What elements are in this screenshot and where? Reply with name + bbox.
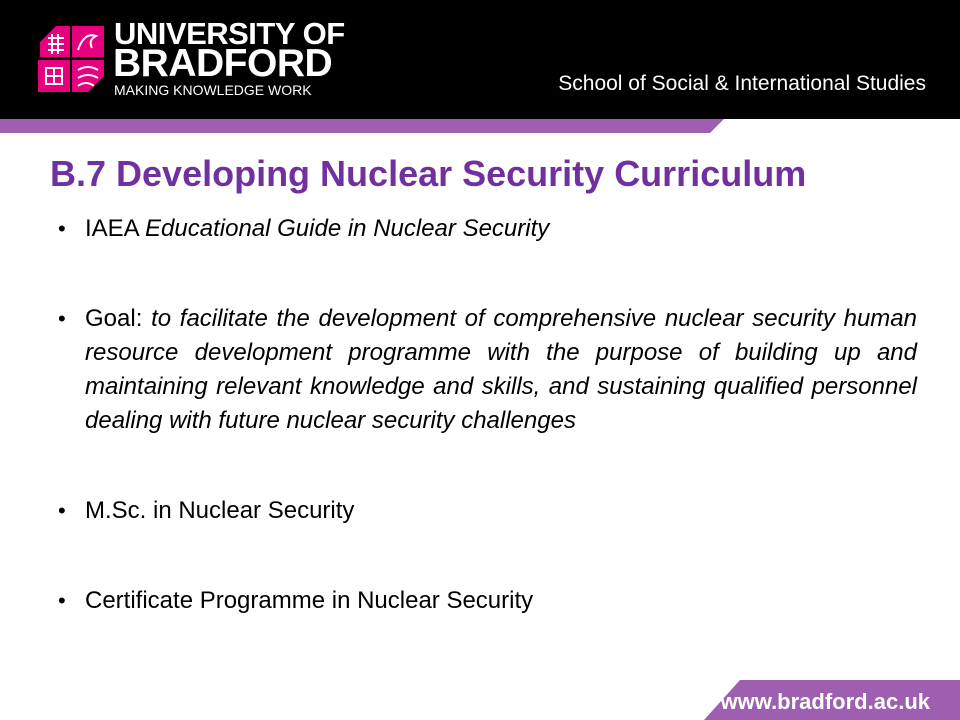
- bullet-item-iaea-guide: [57, 212, 917, 246]
- header-bar: [0, 0, 960, 119]
- bullet-item-goal: [57, 302, 917, 438]
- slide-title: B.7 Developing Nuclear Security Curriculum: [50, 153, 807, 194]
- bullet-text: M.Sc. in Nuclear Security: [85, 497, 355, 524]
- bullet-prefix: Goal:: [85, 305, 152, 332]
- university-crest-icon: [36, 24, 106, 94]
- university-tagline: MAKING KNOWLEDGE WORK: [114, 82, 312, 98]
- university-name-line2: BRADFORD: [113, 42, 333, 85]
- bullet-text: Certificate Programme in Nuclear Security: [85, 587, 534, 614]
- bullet-italic-text: to facilitate the development of comprehensive nuclear security human resource development programme with the purpose of building up and maintaining relevant knowledge and skills, and sustaining qualified personnel dealing with future nuclear security challenges: [85, 305, 917, 434]
- bullet-prefix: IAEA: [85, 215, 146, 242]
- accent-stripe: [0, 119, 960, 133]
- school-name: School of Social & International Studies: [558, 72, 926, 95]
- bullet-item-certificate: [57, 584, 917, 618]
- bullet-list: [57, 212, 917, 618]
- university-name-line1: UNIVERSITY OF: [114, 16, 345, 51]
- bullet-item-msc: [57, 494, 917, 528]
- website-link[interactable]: www.bradford.ac.uk: [720, 689, 930, 714]
- bullet-italic-text: Educational Guide in Nuclear Security: [145, 215, 550, 242]
